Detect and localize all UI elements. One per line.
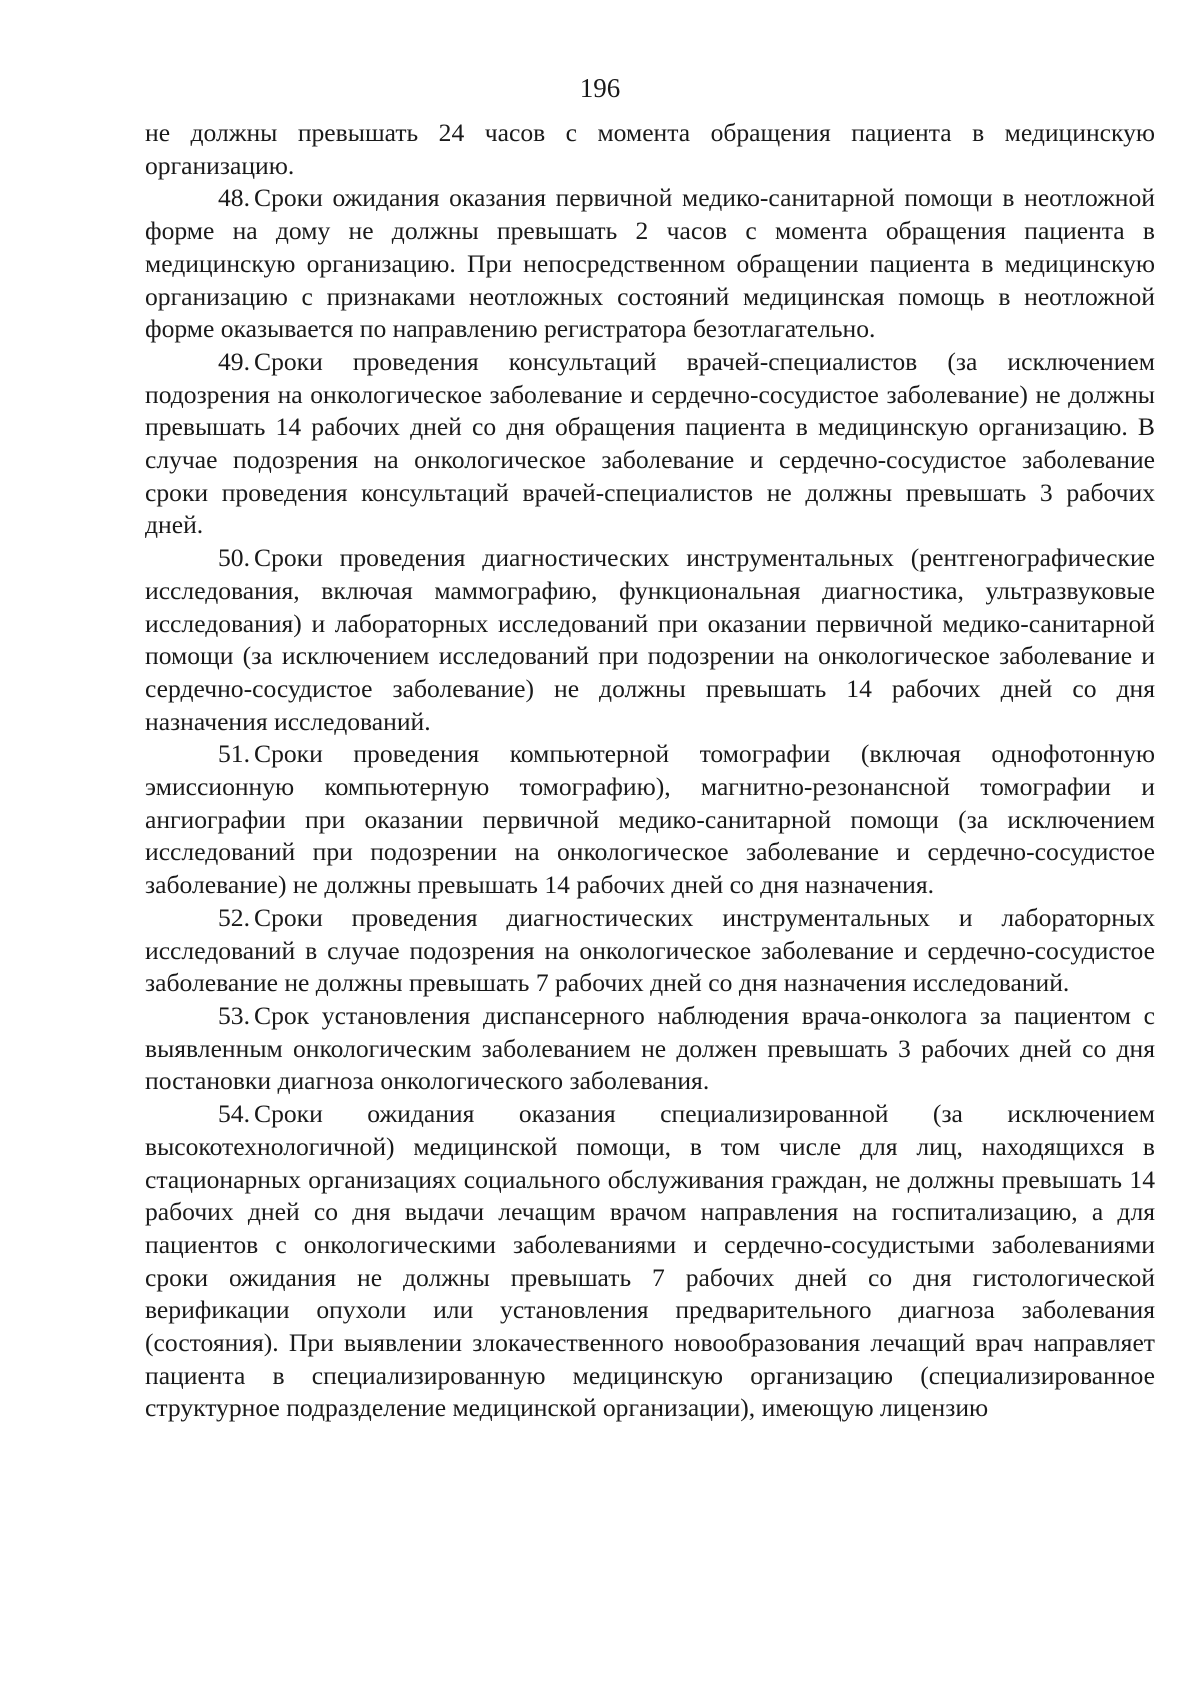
- item-49-number: 49.: [218, 346, 250, 376]
- item-51-text: Сроки проведения компьютерной томографии (включая однофотонную эмиссионную компьютерную томографию), магнитно-резонансной томографии и ангиографии при оказании первичной медико-санитарной помощи (за исключением исследований при подозрении на онкологическое заболевание и сердечно-сосудистое заболевание) не должны превышать 14 рабочих дней со дня назначения.: [145, 739, 1155, 900]
- item-48-number: 48.: [218, 183, 250, 213]
- item-49-paragraph: [145, 346, 1155, 542]
- item-51-paragraph: [145, 738, 1155, 902]
- item-53-number: 53.: [218, 1000, 250, 1030]
- page-number: 196: [579, 73, 621, 103]
- item-54-paragraph: [145, 1098, 1155, 1425]
- item-49-text: Сроки проведения консультаций врачей-специалистов (за исключением подозрения на онкологическое заболевание и сердечно-сосудистое заболевание) не должны превышать 14 рабочих дней со дня обращения пациента в медицинскую организацию. В случае подозрения на онкологическое заболевание и сердечно-сосудистое заболевание сроки проведения консультаций врачей-специалистов не должны превышать 3 рабочих дней.: [145, 346, 1155, 540]
- item-48-paragraph: [145, 182, 1155, 346]
- continuation-paragraph: не должны превышать 24 часов с момента обращения пациента в медицинскую организацию.: [145, 118, 1155, 180]
- item-50-number: 50.: [218, 543, 250, 573]
- item-52-text: Сроки проведения диагностических инструментальных и лабораторных исследований в случае подозрения на онкологическое заболевание и сердечно-сосудистое заболевание не должны превышать 7 рабочих дней со дня назначения исследований.: [145, 902, 1155, 998]
- item-50-paragraph: [145, 542, 1155, 738]
- document-body: [145, 117, 1155, 1425]
- item-50-text: Сроки проведения диагностических инструментальных (рентгенографические исследования, включая маммографию, функциональная диагностика, ультразвуковые исследования) и лабораторных исследований при оказании первичной медико-санитарной помощи (за исключением исследований при подозрении на онкологическое заболевание и сердечно-сосудистое заболевание) не должны превышать 14 рабочих дней со дня назначения исследований.: [145, 543, 1155, 736]
- item-52-number: 52.: [218, 902, 250, 932]
- item-52-paragraph: [145, 902, 1155, 1000]
- item-53-text: Срок установления диспансерного наблюдения врача-онколога за пациентом с выявленным онкологическим заболеванием не должен превышать 3 рабочих дней со дня постановки диагноза онкологического заболевания.: [145, 1000, 1155, 1096]
- item-48-text: Сроки ожидания оказания первичной медико-санитарной помощи в неотложной форме на дому не должны превышать 2 часов с момента обращения пациента в медицинскую организацию. При непосредственном обращении пациента в медицинскую организацию с признаками неотложных состояний медицинская помощь в неотложной форме оказывается по направлению регистратора безотлагательно.: [145, 183, 1155, 344]
- item-54-number: 54.: [218, 1099, 250, 1129]
- item-51-number: 51.: [218, 739, 250, 769]
- item-53-paragraph: [145, 1000, 1155, 1098]
- item-54-text: Сроки ожидания оказания специализированной (за исключением высокотехнологичной) медицинской помощи, в том числе для лиц, находящихся в стационарных организациях социального обслуживания граждан, не должны превышать 14 рабочих дней со дня выдачи лечащим врачом направления на госпитализацию, а для пациентов с онкологическими заболеваниями и сердечно-сосудистыми заболеваниями сроки ожидания не должны превышать 7 рабочих дней со дня гистологической верификации опухоли или установления предварительного диагноза заболевания (состояния). При выявлении злокачественного новообразования лечащий врач направляет пациента в специализированную медицинскую организацию (специализированное структурное подразделение медицинской организации), имеющую лицензию: [145, 1099, 1155, 1423]
